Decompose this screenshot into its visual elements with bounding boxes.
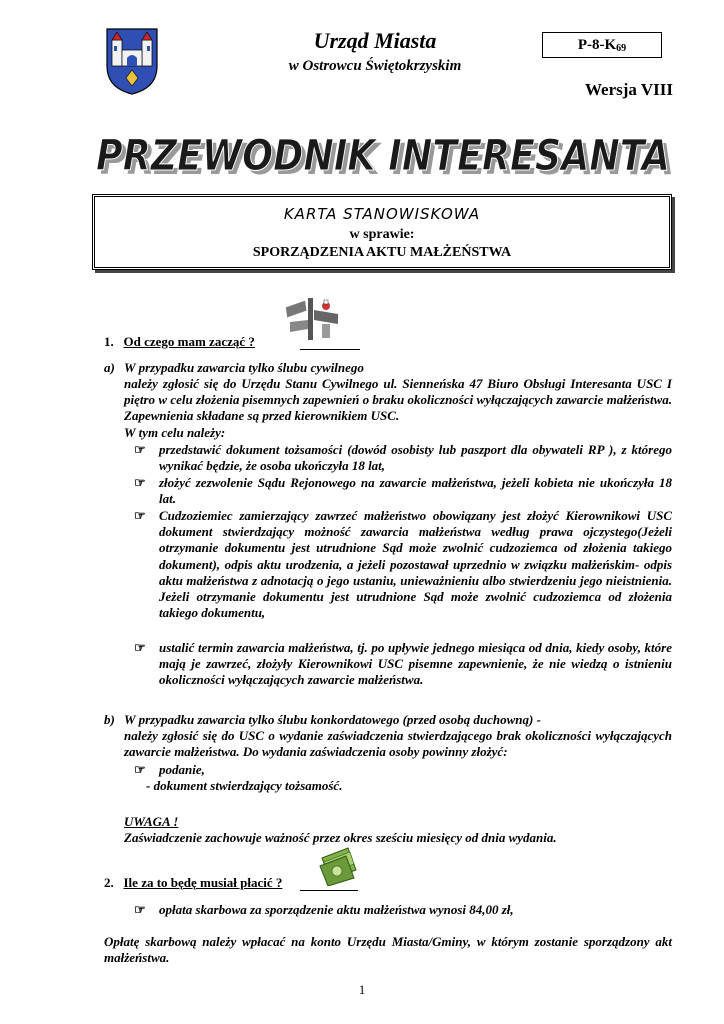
document-id-subscript: 69 [616,43,627,54]
item-a-lead: W tym celu należy: [124,425,226,440]
banner-shadow: PRZEWODNIK INTERESANTA [100,135,674,184]
bullet-text: przedstawić dokument tożsamości (dowód osobisty lub paszport dla obywateli RP ), z którego wynikać będzie, że osoba ukończyła 18 lat, [159,442,672,474]
card-subject: SPORZĄDZENIA AKTU MAŁŻEŃSTWA [252,245,512,260]
list-item [134,508,672,621]
bullet-text: złożyć zezwolenie Sądu Rejonowego na zawarcie małżeństwa, jeżeli kobieta nie ukończyła 18 lat. [159,475,672,507]
pointing-hand-icon: ☞ [134,442,146,457]
fee-text: opłata skarbowa za sporządzenie aktu małżeństwa wynosi 84,00 zł, [159,902,514,917]
pointing-hand-icon: ☞ [134,508,146,523]
list-item [134,902,672,918]
list-item [134,475,672,507]
item-a-title: W przypadku zawarcia tylko ślubu cywilnego [124,360,364,375]
item-b-identity-doc: - dokument stwierdzający tożsamość. [146,778,343,793]
bullet-text: ustalić termin zawarcia małżeństwa, tj. po upływie jednego miesiąca od dnia, kiedy osoby, które mają je zawrzeć, złożyły Kierownikowi USC pisemne zapewnienie, że nie wiedzą o istnieniu okoliczności wyłączających zawarcie małżeństwa. [159,640,672,688]
section-2-title: Ile za to będę musiał płacić ? [123,875,283,890]
list-item [134,640,672,689]
section-2-number: 2. [104,875,114,890]
section-2-underline [300,890,358,891]
list-item [134,442,672,474]
page-number: 1 [358,982,366,997]
document-version: Wersja VIII [585,80,673,99]
bullet-text: Cudzoziemiec zamierzający zawrzeć małżeństwo obowiązany jest złożyć Kierownikowi USC dokument stwierdzający możność zawarcia małżeństwa według prawa ojczystego(Jeżeli otrzymanie dokumentu jest utrudnione Sąd może zwolnić cudzoziemca od złożenia takiego dokument), odpis aktu urodzenia, a jeżeli pozostawał uprzednio w związku małżeńskim- odpis aktu małżeństwa z adnotacją o jego ustaniu, unieważnieniu albo stwierdzeniu jego nieistnienia. Jeżeli otrzymanie dokumentu jest utrudnione Sąd może zwolnić cudzoziemca od złożenia takiego dokumentu, [159,508,672,621]
payment-text: Opłatę skarbową należy wpłacać na konto Urzędu Miasta/Gminy, w którym zostanie sporządzony akt małżeństwa. [104,934,672,966]
office-city: w Ostrowcu Świętokrzyskim [288,58,462,74]
list-item [134,762,672,778]
pointing-hand-icon: ☞ [134,902,146,917]
section-2-heading [104,875,364,891]
office-title: Urząd Miasta [313,28,437,53]
banner-text: PRZEWODNIK INTERESANTA [96,131,670,181]
warning-text: Zaświadczenie zachowuje ważność przez okres sześciu miesięcy od dnia wydania. [124,830,557,845]
pointing-hand-icon: ☞ [134,762,146,777]
city-crest-logo [104,26,160,96]
document-id: P-8-K [577,37,617,53]
pointing-hand-icon: ☞ [134,475,146,490]
section-1-underline [300,349,360,350]
guide-banner [90,126,676,184]
document-id-box [542,32,662,58]
item-b-label: b) [104,712,115,727]
section-1-number: 1. [104,334,114,349]
card-heading: KARTA STANOWISKOWA [283,205,481,223]
item-b-text: należy zgłosić się do USC o wydanie zaświadczenia stwierdzającego brak okoliczności wyłączających zawarcie małżeństwa. Do wydania zaświadczenia osoby powinny złożyć: [124,728,672,760]
card-title-box [92,194,672,270]
item-b-title: W przypadku zawarcia tylko ślubu konkordatowego (przed osobą duchowną) - [124,712,541,727]
section-1-heading [104,334,344,350]
warning-title: UWAGA ! [124,814,179,829]
pointing-hand-icon: ☞ [134,640,146,655]
section-1-title: Od czego mam zacząć ? [123,334,255,349]
item-a-label: a) [104,360,115,375]
item-a-text: należy zgłosić się do Urzędu Stanu Cywilnego ul. Sienneńska 47 Biuro Obsługi Interesanta USC I piętro w celu złożenia pisemnych zapewnień o braku okoliczności wyłączających zawarcie małżeństwa. Zapewnienia składane są przed kierownikiem USC. [124,376,672,424]
card-in-matter: w sprawie: [349,227,415,242]
bullet-text: podanie, [159,762,205,777]
